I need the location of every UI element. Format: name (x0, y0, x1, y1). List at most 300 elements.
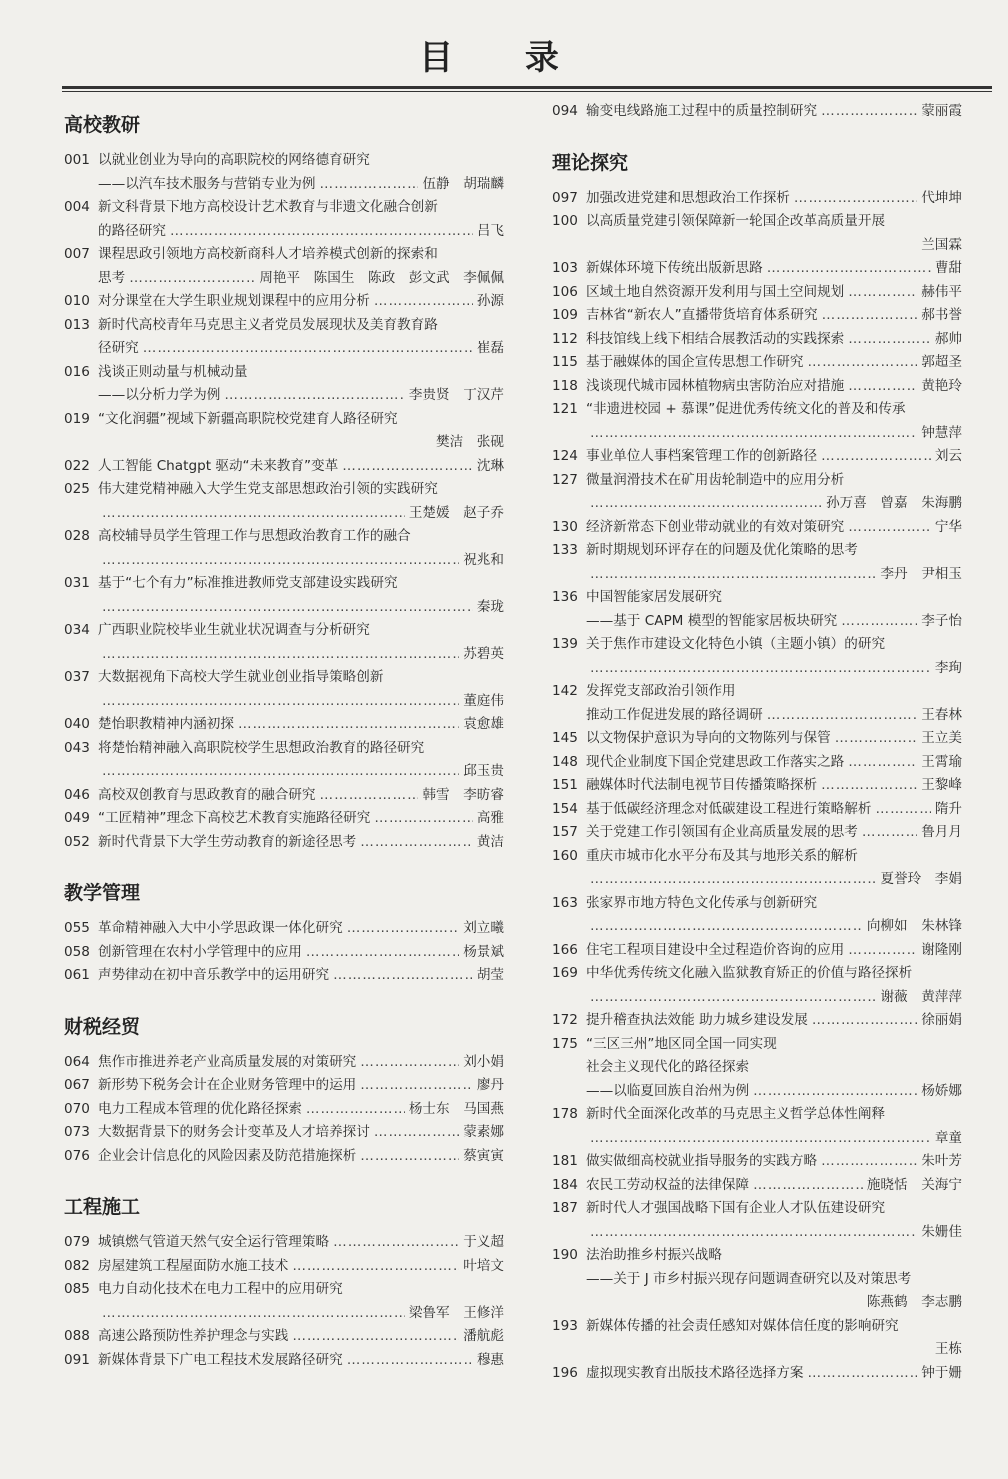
toc-entry (64, 941, 504, 965)
leader-dots (342, 455, 473, 479)
toc-line (552, 751, 962, 775)
leader-dots (753, 1174, 863, 1198)
entry-title: 新媒体传播的社会责任感知对媒体信任度的影响研究 (586, 1317, 899, 1334)
toc-line (64, 596, 504, 620)
leader-dots (143, 337, 473, 361)
page-number: 073 (64, 1124, 90, 1140)
toc-entry (64, 408, 504, 455)
entry-title: 新时代高校青年马克思主义者党员发展现状及美育教育路 (98, 316, 438, 333)
entry-title: 将楚怡精神融入高职院校学生思想政治教育的路径研究 (98, 739, 425, 756)
toc-entry (552, 516, 962, 540)
entry-title: 住宅工程项目建设中全过程造价咨询的应用 (586, 941, 845, 958)
toc-line (552, 351, 962, 375)
toc-entry (552, 962, 962, 1009)
page-number: 181 (552, 1153, 578, 1169)
entry-authors: 郭超圣 (921, 354, 962, 370)
toc-line (552, 586, 962, 610)
leader-dots (835, 727, 918, 751)
entry-authors: 兰国霖 (921, 236, 962, 253)
toc-entry (552, 187, 962, 211)
toc-line (552, 892, 962, 916)
entry-title: 科技馆线上线下相结合展教活动的实践探索 (586, 330, 845, 347)
entry-authors: 刘小娟 (463, 1053, 504, 1070)
entry-title: 浅谈现代城市园林植物病虫害防治应对措施 (586, 377, 845, 394)
section-gap (552, 124, 962, 138)
leader-dots (590, 563, 876, 587)
entry-authors: 秦珑 (476, 598, 504, 615)
entry-title: 焦作市推进养老产业高质量发展的对策研究 (98, 1053, 357, 1070)
toc-entry (552, 210, 962, 257)
entry-authors: 樊洁 张砚 (436, 434, 504, 450)
toc-line (552, 422, 962, 446)
entry-title: 重庆市城市化水平分布及其与地形关系的解析 (586, 847, 858, 864)
toc-entry (552, 845, 962, 892)
toc-line (552, 304, 962, 328)
entry-authors: 叶培文 (463, 1257, 504, 1274)
entry-authors: 隋升 (934, 800, 962, 817)
entry-title: 大数据视角下高校大学生就业创业指导策略创新 (98, 669, 384, 685)
toc-line (64, 478, 504, 502)
entry-authors: 谢薇 黄萍萍 (880, 988, 962, 1005)
entry-title: 输变电线路施工过程中的质量控制研究 (586, 103, 818, 119)
entry-title: 新时期规划环评存在的问题及优化策略的思考 (586, 542, 858, 558)
entry-title: “非遗进校园 + 慕课”促进优秀传统文化的普及和传承 (586, 401, 906, 417)
toc-line (552, 1268, 962, 1292)
toc-line (552, 774, 962, 798)
leader-dots (841, 610, 917, 634)
toc-entry (552, 1244, 962, 1315)
toc-entry (64, 917, 504, 941)
toc-line (64, 917, 504, 941)
entry-authors: 鲁月月 (921, 824, 962, 840)
toc-line (64, 243, 504, 267)
leader-dots (374, 1121, 459, 1145)
toc-line (552, 704, 962, 728)
entry-authors: 祝兆和 (463, 551, 504, 568)
entry-authors: 夏誉玲 李娟 (880, 871, 962, 887)
entry-authors: 蒙丽霞 (921, 103, 962, 119)
toc-entry (64, 1074, 504, 1098)
page-number: 037 (64, 669, 90, 685)
leader-dots (590, 657, 931, 681)
toc-line (552, 1103, 962, 1127)
toc-line (552, 1244, 962, 1268)
leader-dots (862, 821, 917, 845)
entry-authors: 陈燕鹤 李志鹏 (866, 1294, 962, 1310)
toc-entry (64, 737, 504, 784)
entry-title: 创新管理在农村小学管理中的应用 (98, 943, 302, 960)
toc-entry (64, 1325, 504, 1349)
entry-title: 广西职业院校毕业生就业状况调查与分析研究 (98, 622, 370, 638)
entry-authors: 苏碧英 (463, 645, 504, 662)
toc-entry (64, 713, 504, 737)
page-number: 070 (64, 1100, 90, 1117)
leader-dots (320, 784, 419, 808)
leader-dots (767, 704, 918, 728)
entry-authors: 高雅 (476, 810, 504, 826)
toc-line (552, 1009, 962, 1033)
page-number: 112 (552, 330, 578, 347)
toc-entry (64, 478, 504, 525)
page-number: 130 (552, 518, 578, 535)
toc-entry (552, 751, 962, 775)
page-number: 139 (552, 636, 578, 652)
entry-title: 基于融媒体的国企宣传思想工作研究 (586, 354, 804, 370)
page-number: 031 (64, 575, 90, 591)
toc-entry (64, 572, 504, 619)
page-number: 004 (64, 199, 90, 215)
entry-authors: 杨景斌 (463, 943, 504, 960)
toc-entry (64, 1051, 504, 1075)
toc-line (552, 798, 962, 822)
leader-dots (374, 807, 472, 831)
toc-line (64, 1325, 504, 1349)
toc-entry (64, 784, 504, 808)
toc-entry (552, 1009, 962, 1033)
toc-line (64, 643, 504, 667)
toc-line (552, 680, 962, 704)
toc-entry (64, 964, 504, 988)
page-number: 136 (552, 589, 578, 605)
leader-dots (822, 304, 918, 328)
page-number: 085 (64, 1281, 90, 1297)
entry-title: 农民工劳动权益的法律保障 (586, 1176, 750, 1193)
entry-title: 对分课堂在大学生职业规划课程中的应用分析 (98, 293, 370, 309)
page-number: 052 (64, 833, 90, 850)
left-column (64, 100, 504, 1372)
entry-title: 经济新常态下创业带动就业的有效对策研究 (586, 518, 845, 535)
toc-entry (552, 469, 962, 516)
leader-dots (821, 445, 931, 469)
leader-dots (821, 1150, 917, 1174)
page-number: 124 (552, 448, 578, 464)
leader-dots (238, 713, 459, 737)
toc-entry (552, 727, 962, 751)
page-number: 187 (552, 1200, 578, 1216)
entry-authors: 钟于姗 (921, 1364, 962, 1381)
toc-line (552, 1197, 962, 1221)
leader-dots (875, 798, 930, 822)
toc-line (64, 1051, 504, 1075)
leader-dots (102, 643, 459, 667)
toc-line (552, 563, 962, 587)
leader-dots (360, 1074, 473, 1098)
entry-authors: 李丹 尹相玉 (880, 565, 962, 582)
entry-title: 的路径研究 (98, 222, 166, 239)
entry-authors: 宁华 (934, 518, 962, 535)
toc-line (64, 431, 504, 455)
toc-line (552, 1033, 962, 1057)
entry-title: 大数据背景下的财务会计变革及人才培养探讨 (98, 1124, 370, 1140)
entry-title: 新形势下税务会计在企业财务管理中的运用 (98, 1077, 357, 1093)
toc-line (552, 1080, 962, 1104)
leader-dots (360, 1145, 459, 1169)
page-number: 172 (552, 1012, 578, 1028)
toc-entry (552, 100, 962, 124)
page-number: 154 (552, 800, 578, 817)
toc-line (64, 784, 504, 808)
toc-line (552, 1291, 962, 1315)
entry-authors: 李贵贤 丁汉芹 (408, 387, 504, 403)
toc-line (552, 610, 962, 634)
page-number: 160 (552, 847, 578, 864)
title-rule (62, 86, 992, 89)
entry-authors: 于义超 (463, 1234, 504, 1250)
page-number: 040 (64, 716, 90, 732)
toc-line (552, 1174, 962, 1198)
toc-line (64, 290, 504, 314)
entry-authors: 周艳平 陈国生 陈政 彭文武 李佩佩 (259, 269, 504, 286)
page-number: 061 (64, 967, 90, 983)
entry-title: 以文物保护意识为导向的文物陈列与保管 (586, 730, 831, 746)
leader-dots (374, 290, 473, 314)
page-number: 013 (64, 316, 90, 333)
entry-title: 新时代背景下大学生劳动教育的新途径思考 (98, 833, 357, 850)
toc-line (552, 375, 962, 399)
toc-entry (552, 1150, 962, 1174)
entry-authors: 黄艳玲 (921, 377, 962, 394)
toc-line (64, 196, 504, 220)
entry-authors: 李珣 (934, 659, 962, 676)
entry-authors: 王立美 (921, 730, 962, 746)
toc-entry (552, 1103, 962, 1150)
toc-entry (552, 798, 962, 822)
leader-dots (848, 751, 917, 775)
toc-line (64, 1231, 504, 1255)
entry-authors: 王春林 (921, 706, 962, 723)
toc-line (552, 492, 962, 516)
page-number: 109 (552, 307, 578, 323)
leader-dots (848, 281, 917, 305)
leader-dots (292, 1255, 459, 1279)
section-gap (64, 988, 504, 1002)
entry-title: 关于焦作市建设文化特色小镇（主题小镇）的研究 (586, 636, 886, 652)
entry-title: ——以临夏回族自治州为例 (586, 1082, 750, 1099)
toc-entry (552, 351, 962, 375)
toc-line (552, 445, 962, 469)
leader-dots (794, 187, 917, 211)
toc-entry (552, 1197, 962, 1244)
toc-line (552, 516, 962, 540)
page-number: 088 (64, 1328, 90, 1344)
toc-line (64, 760, 504, 784)
toc-entry (64, 1098, 504, 1122)
section-heading: 工程施工 (64, 1196, 141, 1218)
entry-title: 人工智能 Chatgpt 驱动“未来教育”变革 (98, 457, 339, 474)
toc-line (552, 539, 962, 563)
page-number: 127 (552, 471, 578, 488)
page-number: 184 (552, 1176, 578, 1193)
toc-entry (64, 1255, 504, 1279)
entry-title: 区域土地自然资源开发利用与国土空间规划 (586, 283, 845, 300)
entry-title: 浅谈正则动量与机械动量 (98, 363, 248, 380)
entry-authors: 黄洁 (476, 833, 504, 850)
entry-authors: 胡莹 (476, 967, 504, 983)
page-number: 106 (552, 283, 578, 300)
section-heading: 理论探究 (552, 151, 629, 174)
leader-dots (590, 986, 876, 1010)
entry-authors: 杨娇娜 (921, 1082, 962, 1099)
toc-entry (64, 1121, 504, 1145)
toc-line (552, 469, 962, 493)
entry-title: ——以汽车技术服务与营销专业为例 (98, 175, 316, 192)
page-title: 目 录 (419, 38, 589, 78)
entry-authors: 崔磊 (476, 340, 504, 356)
toc-line (552, 210, 962, 234)
toc-line (64, 314, 504, 338)
toc-entry (552, 304, 962, 328)
entry-title: 基于“七个有力”标准推进教师党支部建设实践研究 (98, 575, 398, 591)
toc-line (64, 337, 504, 361)
entry-authors: 代坤坤 (921, 189, 962, 206)
toc-entry (64, 807, 504, 831)
toc-line (64, 572, 504, 596)
entry-authors: 王霄瑜 (921, 753, 962, 770)
toc-line (552, 1362, 962, 1386)
page-number: 001 (64, 152, 90, 168)
entry-authors: 袁愈雄 (463, 716, 504, 732)
entry-authors: 赫伟平 (921, 283, 962, 300)
toc-entry (64, 1278, 504, 1325)
entry-title: 发挥党支部政治引领作用 (586, 683, 736, 699)
toc-entry (552, 821, 962, 845)
entry-authors: 向柳如 朱林锋 (866, 918, 962, 934)
toc-line (552, 257, 962, 281)
page-number: 019 (64, 410, 90, 427)
toc-line (552, 962, 962, 986)
toc-line (64, 149, 504, 173)
toc-line (552, 1127, 962, 1151)
toc-entry (552, 1315, 962, 1362)
page-number: 193 (552, 1317, 578, 1334)
entry-title: 企业会计信息化的风险因素及防范措施探析 (98, 1147, 357, 1164)
page-number: 016 (64, 363, 90, 380)
toc-entry (64, 290, 504, 314)
page-number: 067 (64, 1077, 90, 1093)
entry-authors: 王栋 (934, 1341, 962, 1357)
page-number: 079 (64, 1234, 90, 1250)
page-number: 007 (64, 246, 90, 262)
entry-title: “文化润疆”视域下新疆高职院校党建育人路径研究 (98, 410, 398, 427)
toc-line (552, 986, 962, 1010)
toc-line (64, 713, 504, 737)
toc-line (64, 408, 504, 432)
leader-dots (102, 690, 459, 714)
page-number: 094 (552, 103, 578, 119)
toc-line (552, 328, 962, 352)
leader-dots (306, 1098, 405, 1122)
entry-title: 中国智能家居发展研究 (586, 589, 722, 605)
leader-dots (590, 1221, 917, 1245)
leader-dots (590, 868, 876, 892)
leader-dots (360, 831, 473, 855)
entry-authors: 李子怡 (921, 612, 962, 629)
leader-dots (306, 941, 459, 965)
toc-entry (64, 1349, 504, 1373)
leader-dots (808, 351, 918, 375)
leader-dots (848, 375, 917, 399)
page-number: 064 (64, 1053, 90, 1070)
entry-title: 新文科背景下地方高校设计艺术教育与非遗文化融合创新 (98, 199, 438, 215)
page-number: 115 (552, 354, 578, 370)
entry-title: 高校双创教育与思政教育的融合研究 (98, 786, 316, 803)
entry-title: 高速公路预防性养护理念与实践 (98, 1328, 289, 1344)
toc-entry (64, 196, 504, 243)
leader-dots (812, 1009, 917, 1033)
entry-title: 房屋建筑工程屋面防水施工技术 (98, 1257, 289, 1274)
toc-entry (552, 257, 962, 281)
page-number: 121 (552, 401, 578, 417)
toc-line (64, 807, 504, 831)
entry-title: 微量润滑技术在矿用齿轮制造中的应用分析 (586, 471, 845, 488)
entry-title: 以就业创业为导向的高职院校的网络德育研究 (98, 152, 370, 168)
toc-entry (64, 525, 504, 572)
toc-entry (64, 149, 504, 196)
section-heading: 教学管理 (64, 882, 141, 904)
right-column (552, 100, 962, 1385)
entry-title: ——基于 CAPM 模型的智能家居板块研究 (586, 612, 838, 629)
page-number: 133 (552, 542, 578, 558)
toc-line (64, 1349, 504, 1373)
toc-line (552, 915, 962, 939)
leader-dots (170, 220, 473, 244)
entry-authors: 徐丽娟 (921, 1012, 962, 1028)
toc-line (552, 1056, 962, 1080)
toc-line (552, 821, 962, 845)
entry-title: 推动工作促进发展的路径调研 (586, 706, 763, 723)
page-number: 190 (552, 1247, 578, 1263)
entry-authors: 刘立曦 (463, 920, 504, 936)
toc-line (552, 398, 962, 422)
leader-dots (848, 516, 931, 540)
toc-entry (552, 586, 962, 633)
entry-authors: 朱姗佳 (921, 1223, 962, 1240)
entry-title: 新媒体环境下传统出版新思路 (586, 260, 763, 276)
entry-authors: 吕飞 (476, 222, 504, 239)
page-number: 076 (64, 1147, 90, 1164)
entry-authors: 穆惠 (476, 1351, 504, 1368)
leader-dots (848, 328, 931, 352)
toc-line (64, 1302, 504, 1326)
entry-title: 融媒体时代法制电视节目传播策略探析 (586, 777, 818, 793)
toc-entry (552, 892, 962, 939)
entry-title: 提升稽查执法效能 助力城乡建设发展 (586, 1012, 808, 1028)
toc-line (64, 455, 504, 479)
page-number: 034 (64, 622, 90, 638)
entry-title: 革命精神融入大中小学思政课一体化研究 (98, 920, 343, 936)
entry-title: 城镇燃气管道天然气安全运行管理策略 (98, 1234, 330, 1250)
page-number: 163 (552, 894, 578, 911)
leader-dots (102, 760, 459, 784)
toc-line (64, 1278, 504, 1302)
toc-entry (552, 445, 962, 469)
entry-title: 做实做细高校就业指导服务的实践方略 (586, 1153, 818, 1169)
section-heading: 高校教研 (64, 114, 141, 136)
leader-dots (753, 1080, 917, 1104)
entry-title: 现代企业制度下国企党建思政工作落实之路 (586, 753, 845, 770)
toc-entry (552, 281, 962, 305)
toc-entry (64, 666, 504, 713)
entry-title: 加强改进党建和思想政治工作探析 (586, 189, 790, 206)
toc-entry (64, 243, 504, 290)
entry-authors: 施晓恬 关海宁 (866, 1176, 962, 1193)
toc-line (552, 1315, 962, 1339)
entry-title: 中华优秀传统文化融入监狱教育矫正的价值与路径探析 (586, 965, 913, 981)
toc-line (64, 831, 504, 855)
entry-authors: 王楚媛 赵子乔 (408, 504, 504, 521)
toc-line (64, 267, 504, 291)
page-number: 049 (64, 810, 90, 826)
